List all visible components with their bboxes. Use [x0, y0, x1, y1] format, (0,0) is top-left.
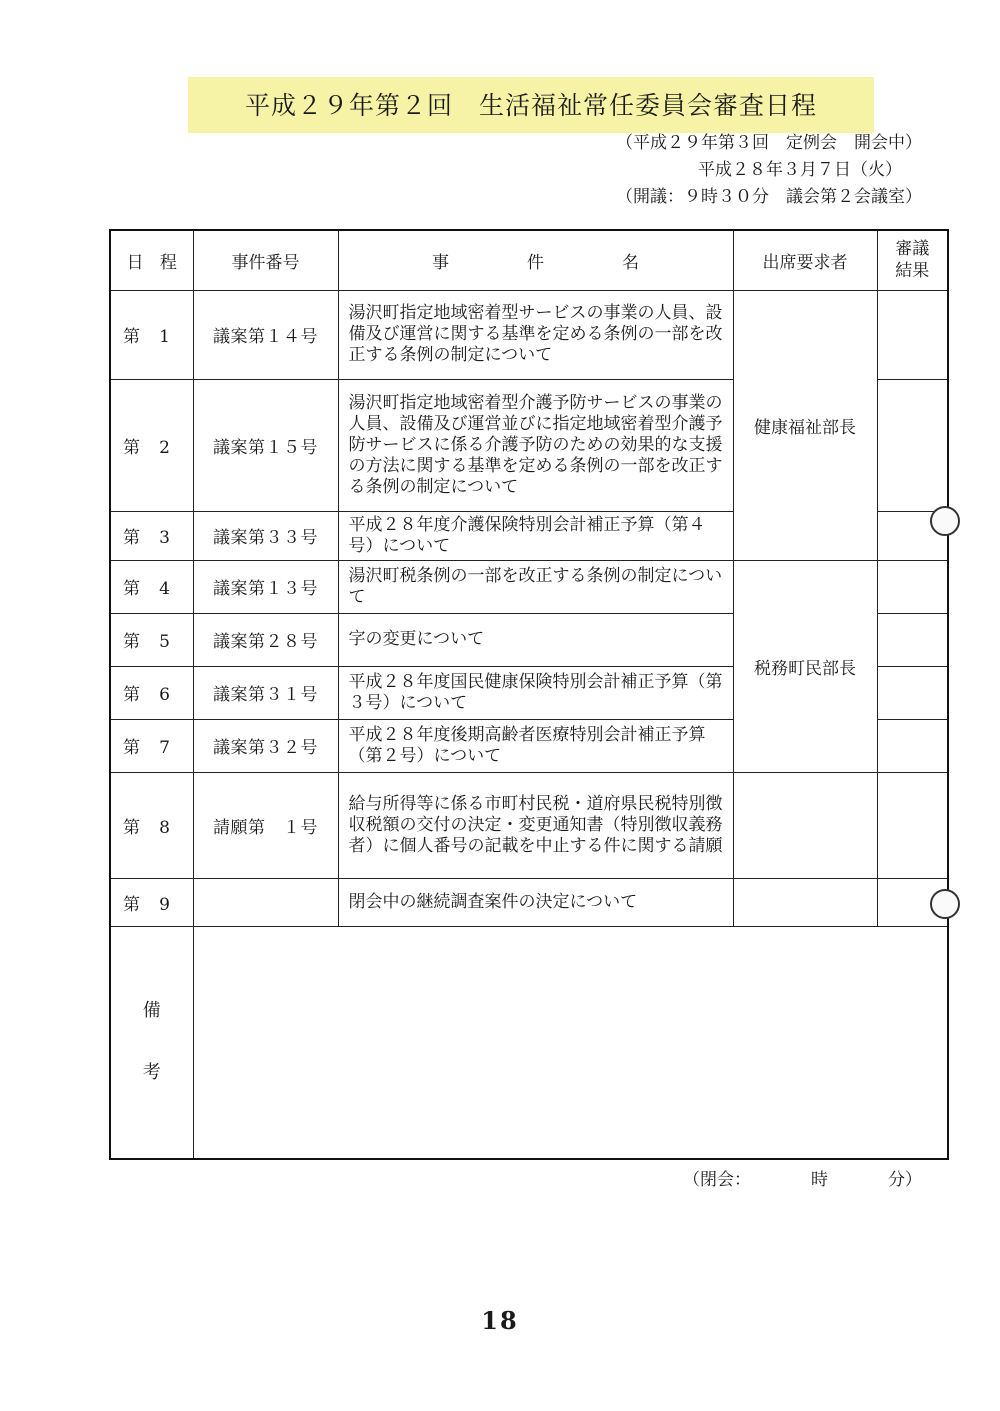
header-day-char2: 程 — [159, 252, 177, 273]
header-case-name-char3: 名 — [622, 252, 639, 273]
row-requested — [733, 772, 877, 878]
page-number: 18 — [481, 1306, 519, 1335]
opening-info: （開議：９時３０分 議会第２会議室） — [616, 187, 922, 207]
header-day-char1: 日 — [126, 252, 144, 273]
table-row — [110, 290, 948, 379]
row-result — [877, 772, 948, 878]
row-case-name: 給与所得等に係る市町村民税・道府県民税特別徴収税額の交付の決定・変更通知書（特別徴収義務者）に個人番号の記載を中止する件に関する請願 — [338, 772, 733, 878]
row-day-prefix: 第 — [123, 437, 140, 458]
header-case-name-char1: 事 — [432, 252, 449, 273]
row-case-name: 平成２８年度国民健康保険特別会計補正予算（第３号）について — [338, 666, 733, 719]
remarks-body — [193, 926, 948, 1159]
header-result-line2: 結果 — [895, 261, 930, 282]
header-case-no: 事件番号 — [193, 230, 338, 290]
row-result — [877, 666, 948, 719]
page-title: 平成２９年第２回 生活福祉常任委員会審査日程 — [244, 91, 817, 120]
row-case-no: 議案第２８号 — [193, 613, 338, 666]
row-day-prefix: 第 — [123, 579, 140, 599]
row-day-num: 4 — [159, 579, 170, 599]
row-case-no: 議案第３２号 — [193, 719, 338, 772]
row-day — [110, 560, 193, 613]
row-case-name: 平成２８年度介護保険特別会計補正予算（第４号）について — [338, 511, 733, 560]
row-day — [110, 772, 193, 878]
row-day-prefix: 第 — [123, 738, 140, 758]
row-case-no — [193, 878, 338, 926]
table-row — [110, 560, 948, 613]
header-requested: 出席要求者 — [733, 230, 877, 290]
row-day-num: 1 — [159, 327, 170, 347]
header-day — [110, 230, 193, 290]
row-day-prefix: 第 — [123, 632, 140, 652]
row-day-prefix: 第 — [123, 528, 140, 548]
requested-tax: 税務町民部長 — [733, 560, 877, 772]
table-row — [110, 878, 948, 926]
row-result — [877, 613, 948, 666]
schedule-table — [109, 229, 949, 1160]
remarks-char2: 考 — [142, 1062, 161, 1084]
closing-time — [683, 1165, 922, 1190]
punch-hole — [930, 506, 960, 536]
punch-hole — [930, 889, 960, 919]
session-note: （平成２９年第３回 定例会 開会中） — [616, 133, 922, 153]
row-case-name: 字の変更について — [338, 613, 733, 666]
row-day — [110, 290, 193, 379]
row-case-no: 議案第１４号 — [193, 290, 338, 379]
row-result — [877, 290, 948, 379]
remarks-char1: 備 — [142, 1000, 161, 1022]
row-day-prefix: 第 — [123, 327, 140, 347]
row-case-no: 議案第１３号 — [193, 560, 338, 613]
row-day-num: 9 — [159, 894, 170, 915]
closing-minute: 分） — [888, 1170, 922, 1190]
row-case-no: 議案第１５号 — [193, 379, 338, 511]
row-day-prefix: 第 — [123, 894, 140, 915]
row-day-num: 3 — [159, 528, 170, 548]
row-day-prefix: 第 — [123, 817, 140, 838]
row-day-num: 5 — [159, 632, 170, 652]
table-row — [110, 772, 948, 878]
row-case-no: 議案第３１号 — [193, 666, 338, 719]
closing-hour: 時 — [811, 1170, 828, 1190]
row-day — [110, 379, 193, 511]
requested-health: 健康福祉部長 — [733, 290, 877, 560]
row-day — [110, 719, 193, 772]
row-day — [110, 613, 193, 666]
closing-open: （閉会： — [683, 1170, 751, 1190]
row-case-name: 湯沢町指定地域密着型介護予防サービスの事業の人員、設備及び運営並びに指定地域密着型介護予防サービスに係る介護予防のための効果的な支援の方法に関する基準を定める条例の一部を改正する条例の制定について — [338, 379, 733, 511]
row-case-no: 請願第 １号 — [193, 772, 338, 878]
row-case-no: 議案第３３号 — [193, 511, 338, 560]
header-result-line1: 審議 — [895, 239, 930, 260]
row-day-num: 8 — [159, 817, 170, 838]
table-header-row — [110, 230, 948, 290]
row-result — [877, 560, 948, 613]
row-day-num: 6 — [159, 685, 170, 705]
row-day-num: 2 — [159, 437, 170, 458]
row-result — [877, 379, 948, 511]
header-case-name-char2: 件 — [527, 252, 544, 273]
row-result — [877, 719, 948, 772]
row-day-num: 7 — [159, 738, 170, 758]
header-case-name — [338, 230, 733, 290]
row-case-name: 閉会中の継続調査案件の決定について — [338, 878, 733, 926]
row-day — [110, 511, 193, 560]
remarks-row — [110, 926, 948, 1159]
meeting-date: 平成２８年３月７日（火） — [698, 160, 902, 180]
row-day — [110, 666, 193, 719]
row-day — [110, 878, 193, 926]
header-result — [877, 230, 948, 290]
row-case-name: 平成２８年度後期高齢者医療特別会計補正予算（第２号）について — [338, 719, 733, 772]
row-day-prefix: 第 — [123, 685, 140, 705]
row-requested — [733, 878, 877, 926]
row-case-name: 湯沢町税条例の一部を改正する条例の制定について — [338, 560, 733, 613]
remarks-label — [110, 926, 193, 1159]
row-case-name: 湯沢町指定地域密着型サービスの事業の人員、設備及び運営に関する基準を定める条例の一部を改正する条例の制定について — [338, 290, 733, 379]
